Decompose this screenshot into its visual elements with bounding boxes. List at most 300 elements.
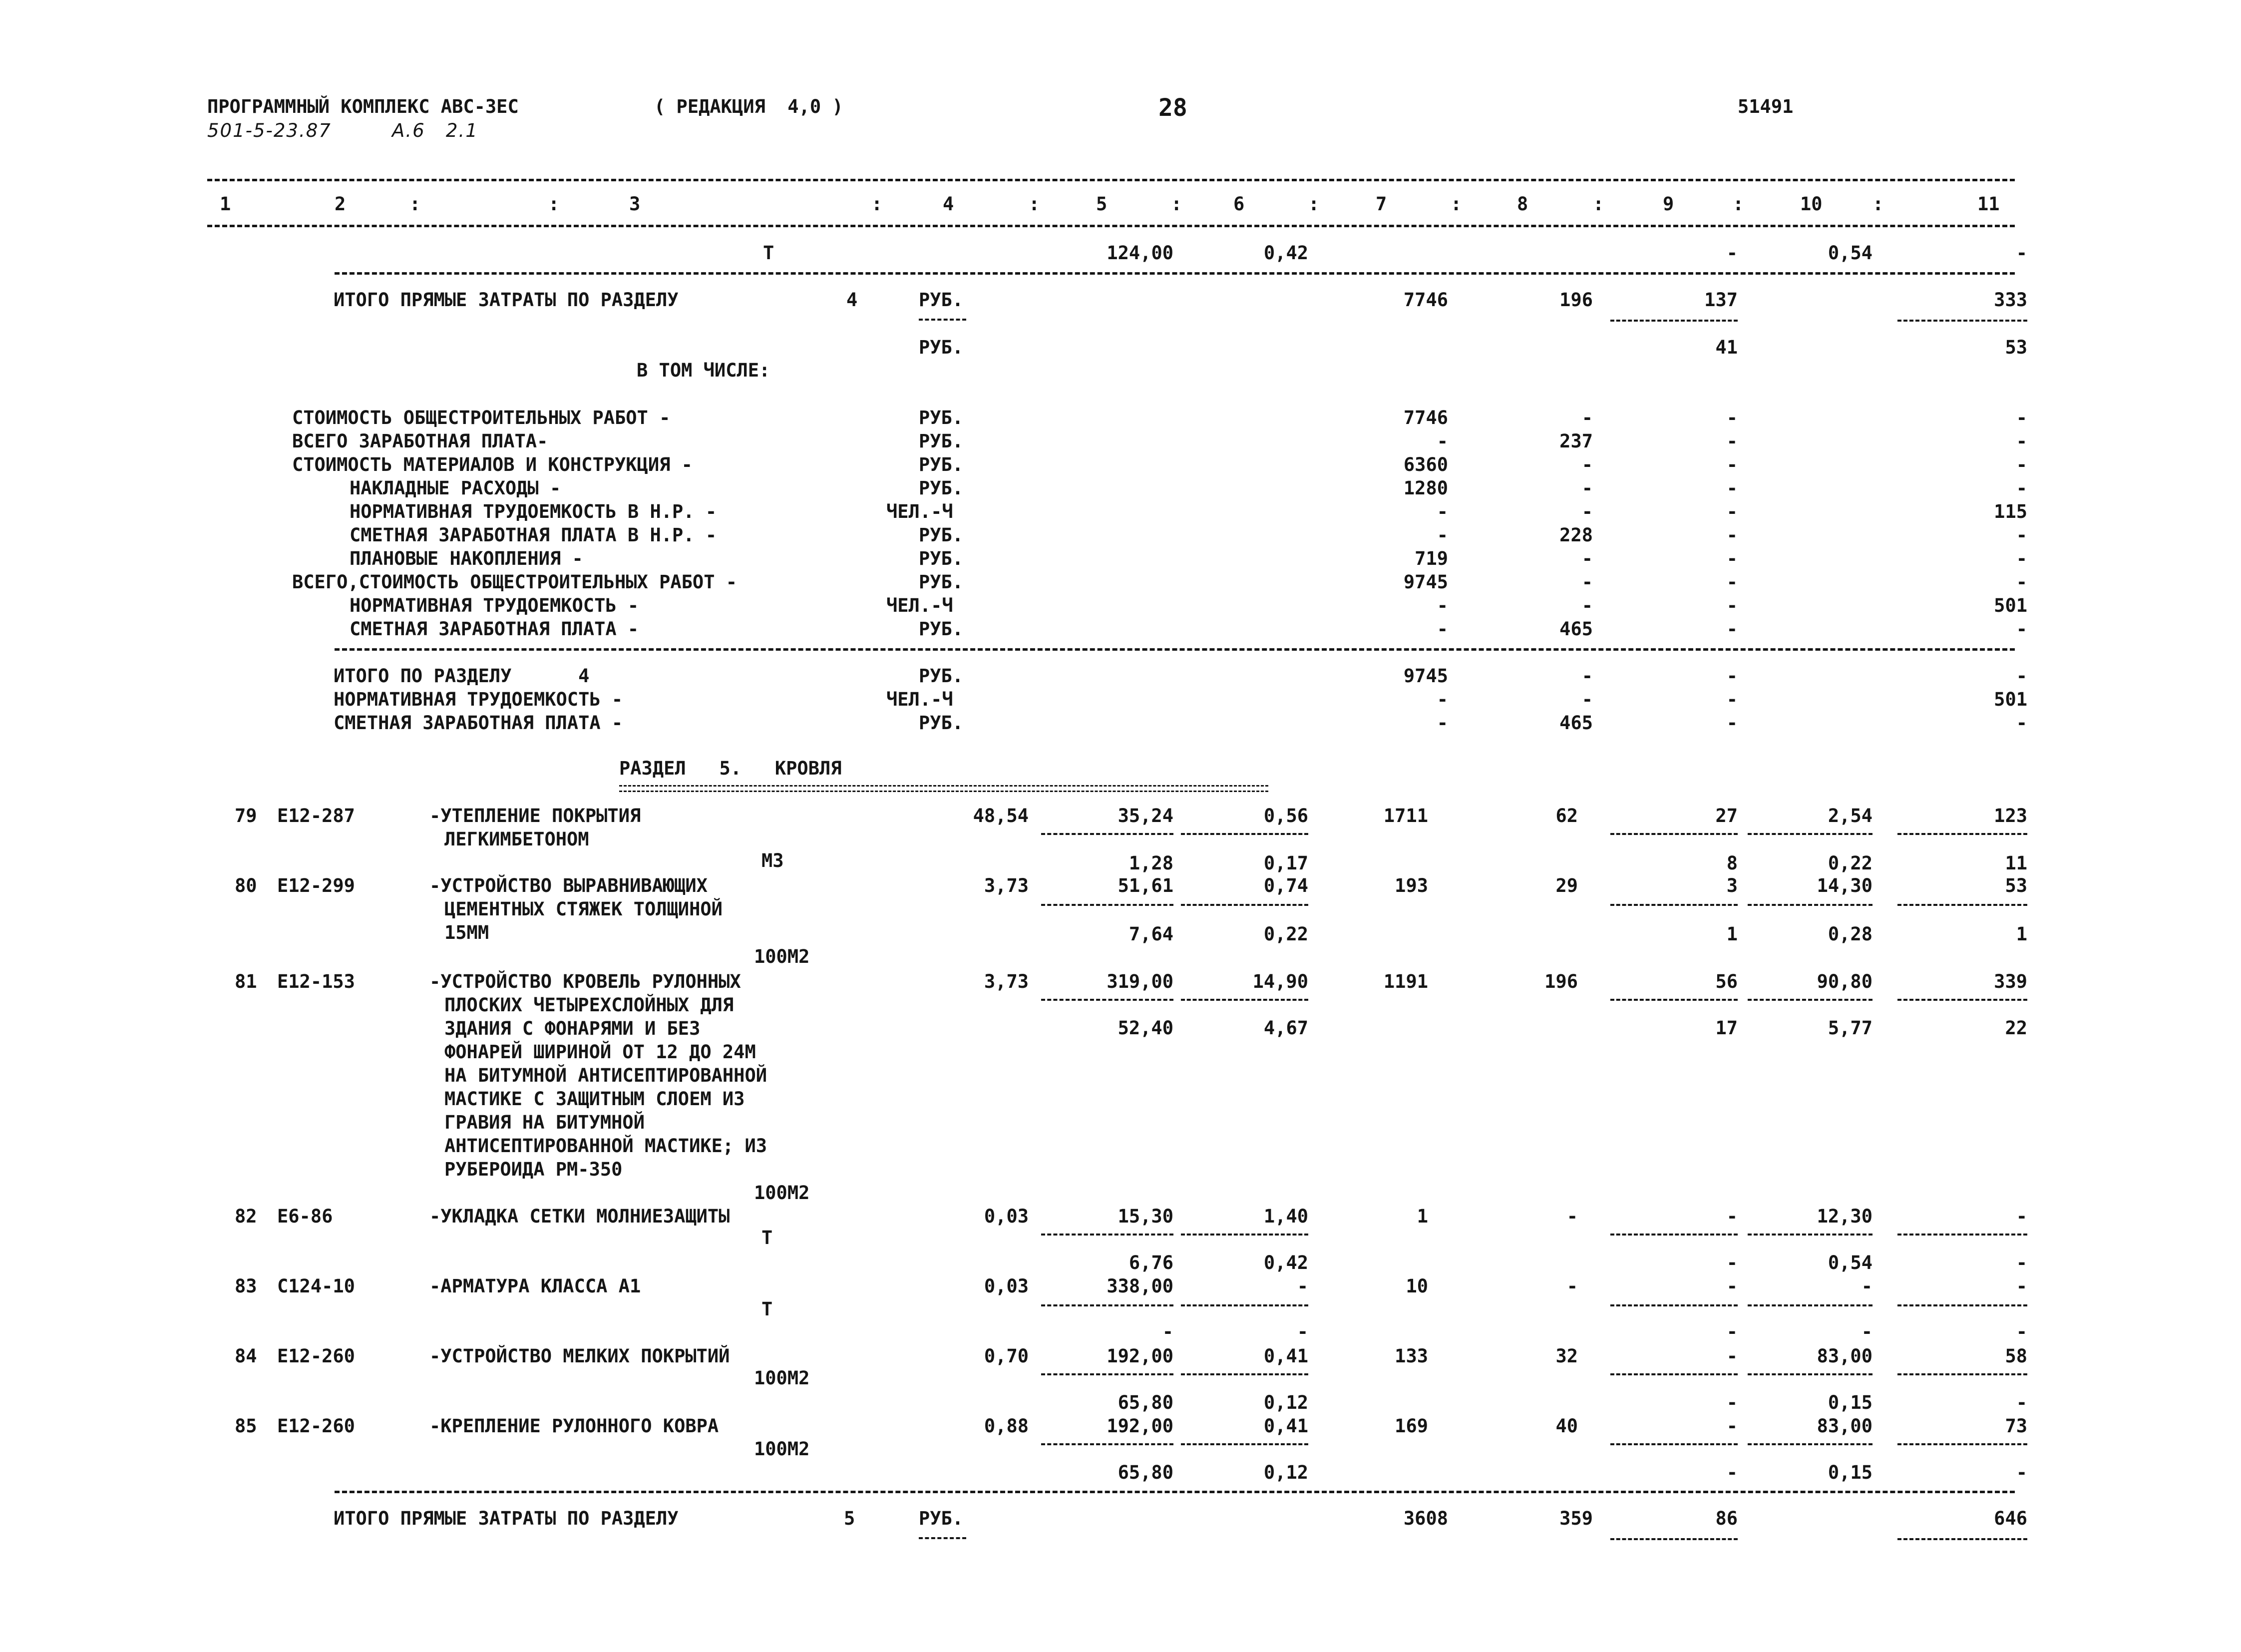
- underline: [1610, 1373, 1738, 1375]
- cell: 35,24: [1118, 805, 1173, 826]
- underline: [1748, 1304, 1872, 1306]
- item-description: МАСТИКЕ С ЗАЩИТНЫМ СЛОЕМ ИЗ: [444, 1088, 745, 1110]
- cell: 0,42: [1263, 1252, 1308, 1273]
- cell: 0,56: [1263, 805, 1308, 826]
- cell: 3,73: [984, 875, 1029, 896]
- cell: 0,41: [1263, 1345, 1308, 1367]
- cell: -: [1726, 524, 1738, 546]
- cell: -: [1437, 501, 1448, 522]
- underline: [1897, 1538, 2027, 1540]
- cell: 65,80: [1118, 1392, 1173, 1413]
- column-separator: :: [871, 193, 883, 215]
- column-separator: :: [1451, 193, 1462, 215]
- item-code: Е12-153: [277, 971, 355, 992]
- separator-rule: [335, 648, 2015, 651]
- underline: [1610, 1234, 1738, 1236]
- cell: 14,30: [1817, 875, 1872, 896]
- cell: 7746: [1403, 407, 1448, 428]
- underline: [1181, 1304, 1308, 1306]
- unit-cell: ЧЕЛ.-Ч: [886, 501, 953, 522]
- column-header: 3: [629, 193, 641, 215]
- unit-cell: РУБ.: [919, 454, 964, 475]
- cell: 52,40: [1118, 1017, 1173, 1039]
- cell: -: [2016, 1462, 2027, 1483]
- cell: 0,12: [1263, 1462, 1308, 1483]
- cell: -: [1861, 1321, 1872, 1342]
- column-header: 9: [1663, 193, 1674, 215]
- cell: 196: [1544, 971, 1578, 992]
- cell: -: [1726, 1415, 1738, 1437]
- cell: -: [2016, 477, 2027, 499]
- cell: -: [1297, 1321, 1308, 1342]
- column-header: 1: [220, 193, 231, 215]
- column-separator: :: [1308, 193, 1320, 215]
- cell: -: [2016, 1206, 2027, 1227]
- cell: -: [2016, 524, 2027, 546]
- cell: 0,22: [1828, 852, 1872, 874]
- underline: [1897, 1304, 2027, 1306]
- column-header: 2: [335, 193, 346, 215]
- cell: 83,00: [1817, 1345, 1872, 1367]
- cell: 0,41: [1263, 1415, 1308, 1437]
- cell: 196: [1559, 289, 1593, 311]
- breakdown-label: СТОИМОСТЬ ОБЩЕСТРОИТЕЛЬНЫХ РАБОТ -: [292, 407, 671, 428]
- cell: 5,77: [1828, 1017, 1872, 1039]
- item-description: ФОНАРЕЙ ШИРИНОЙ ОТ 12 ДО 24М: [444, 1041, 756, 1063]
- cell: 228: [1559, 524, 1593, 546]
- cell: 11: [2005, 852, 2027, 874]
- breakdown-label: ПЛАНОВЫЕ НАКОПЛЕНИЯ -: [350, 548, 583, 569]
- underline: [1181, 1443, 1308, 1445]
- item-description: 15ММ: [444, 922, 489, 943]
- underline: [919, 319, 966, 321]
- cell: -: [1726, 407, 1738, 428]
- unit-cell: РУБ.: [919, 524, 964, 546]
- cell: -: [1297, 1275, 1308, 1297]
- underline: [1748, 833, 1872, 835]
- cell: -: [1726, 242, 1738, 264]
- item-description: -УСТРОЙСТВО КРОВЕЛЬ РУЛОННЫХ: [429, 971, 741, 992]
- total-label: ИТОГО ПО РАЗДЕЛУ 4: [334, 665, 590, 687]
- column-header: 6: [1233, 193, 1245, 215]
- underline: [1610, 833, 1738, 835]
- unit-cell: РУБ.: [919, 430, 964, 452]
- cell: 237: [1559, 430, 1593, 452]
- breakdown-label: НОРМАТИВНАЯ ТРУДОЕМКОСТЬ -: [350, 595, 639, 616]
- item-code: Е12-287: [277, 805, 355, 826]
- cell: 7746: [1403, 289, 1448, 311]
- cell: 17: [1715, 1017, 1738, 1039]
- cell: -: [1726, 1392, 1738, 1413]
- cell: 0,42: [1263, 242, 1308, 264]
- underline: [1041, 1234, 1173, 1236]
- cell: -: [1437, 430, 1448, 452]
- cell: 0,22: [1263, 923, 1308, 945]
- cell: -: [1581, 407, 1593, 428]
- cell: -: [2016, 430, 2027, 452]
- cell: 1191: [1383, 971, 1428, 992]
- separator-rule: [335, 1491, 2015, 1493]
- item-number: 80: [235, 875, 257, 896]
- cell: 333: [1994, 289, 2027, 311]
- document-number: 51491: [1738, 96, 1794, 117]
- cell: -: [2016, 454, 2027, 475]
- section-number: 5: [844, 1508, 855, 1529]
- item-description: ПЛОСКИХ ЧЕТЫРЕХСЛОЙНЫХ ДЛЯ: [444, 994, 734, 1016]
- underline: [1610, 1304, 1738, 1306]
- cell: -: [2016, 548, 2027, 569]
- column-separator: :: [1171, 193, 1182, 215]
- column-separator: :: [1872, 193, 1884, 215]
- cell: -: [1581, 571, 1593, 593]
- item-description: ЗДАНИЯ С ФОНАРЯМИ И БЕЗ: [444, 1018, 701, 1039]
- unit-cell: РУБ.: [919, 548, 964, 569]
- breakdown-label: СМЕТНАЯ ЗАРАБОТНАЯ ПЛАТА -: [350, 618, 639, 640]
- cell: 90,80: [1817, 971, 1872, 992]
- cell: 14,90: [1252, 971, 1308, 992]
- cell: -: [1726, 1252, 1738, 1273]
- cell: 192,00: [1107, 1415, 1173, 1437]
- cell: 65,80: [1118, 1462, 1173, 1483]
- handwritten-code: 501-5-23.87: [207, 120, 332, 141]
- cell: 40: [1555, 1415, 1578, 1437]
- cell: 0,54: [1828, 1252, 1872, 1273]
- cell: 22: [2005, 1017, 2027, 1039]
- cell: 0,88: [984, 1415, 1029, 1437]
- underline: [1610, 320, 1738, 322]
- underline: [1897, 999, 2027, 1001]
- cell: 6360: [1403, 454, 1448, 475]
- cell: -: [1581, 477, 1593, 499]
- cell: -: [2016, 712, 2027, 734]
- cell: 15,30: [1118, 1206, 1173, 1227]
- cell: -: [1726, 548, 1738, 569]
- cell: 12,30: [1817, 1206, 1872, 1227]
- cell: -: [2016, 1321, 2027, 1342]
- cell: -: [1726, 665, 1738, 687]
- underline: [1610, 999, 1738, 1001]
- underline: [1748, 999, 1872, 1001]
- underline: [1897, 320, 2027, 322]
- item-description: ГРАВИЯ НА БИТУМНОЙ: [444, 1112, 645, 1133]
- underline: [1610, 1443, 1738, 1445]
- underline: [1181, 999, 1308, 1001]
- unit-cell: РУБ.: [919, 712, 964, 734]
- cell: 0,03: [984, 1275, 1029, 1297]
- cell: -: [1581, 595, 1593, 616]
- cell: 124,00: [1107, 242, 1173, 264]
- column-separator: :: [548, 193, 560, 215]
- cell: 86: [1715, 1508, 1738, 1529]
- cell: 53: [2005, 337, 2027, 358]
- cell: 3608: [1403, 1508, 1448, 1529]
- total-label: НОРМАТИВНАЯ ТРУДОЕМКОСТЬ -: [334, 689, 623, 710]
- unit-cell: РУБ.: [919, 289, 964, 311]
- underline: [1748, 1443, 1872, 1445]
- header-bottom-rule: [207, 225, 2015, 227]
- unit-cell: РУБ.: [919, 665, 964, 687]
- cell: 465: [1559, 618, 1593, 640]
- cell: -: [1726, 1462, 1738, 1483]
- cell: -: [1726, 1275, 1738, 1297]
- cell: 719: [1415, 548, 1448, 569]
- cell: 83,00: [1817, 1415, 1872, 1437]
- cell: 0,15: [1828, 1392, 1872, 1413]
- cell: 0,03: [984, 1206, 1029, 1227]
- unit-cell: РУБ.: [919, 337, 964, 358]
- cell: 465: [1559, 712, 1593, 734]
- underline: [1041, 999, 1173, 1001]
- cell: -: [1861, 1275, 1872, 1297]
- item-description: ЛЕГКИМБЕТОНОМ: [444, 828, 589, 850]
- cell: 0,12: [1263, 1392, 1308, 1413]
- cell: 501: [1994, 595, 2027, 616]
- column-header: 4: [943, 193, 954, 215]
- cell: 0,17: [1263, 852, 1308, 874]
- underline: [1181, 904, 1308, 906]
- unit-cell: Т: [761, 1298, 773, 1320]
- cell: 53: [2005, 875, 2027, 896]
- cell: 1711: [1383, 805, 1428, 826]
- underline: [1897, 833, 2027, 835]
- total-label: ИТОГО ПРЯМЫЕ ЗАТРАТЫ ПО РАЗДЕЛУ: [334, 289, 679, 311]
- underline: [1041, 1304, 1173, 1306]
- unit-cell: ЧЕЛ.-Ч: [886, 689, 953, 710]
- cell: 56: [1715, 971, 1738, 992]
- item-description: -АРМАТУРА КЛАССА А1: [429, 1275, 641, 1297]
- cell: -: [1566, 1275, 1578, 1297]
- cell: -: [1726, 477, 1738, 499]
- cell: 133: [1395, 1345, 1428, 1367]
- cell: -: [2016, 1392, 2027, 1413]
- cell: -: [1581, 454, 1593, 475]
- breakdown-label: ВСЕГО ЗАРАБОТНАЯ ПЛАТА-: [292, 430, 548, 452]
- unit-cell: Т: [761, 1227, 773, 1248]
- item-description: -УСТРОЙСТВО МЕЛКИХ ПОКРЫТИЙ: [429, 1345, 730, 1367]
- cell: -: [1437, 524, 1448, 546]
- unit-cell: 100М2: [754, 1438, 810, 1460]
- cell: -: [2016, 1275, 2027, 1297]
- column-header: 8: [1517, 193, 1528, 215]
- cell: -: [1726, 571, 1738, 593]
- cell: -: [1437, 618, 1448, 640]
- unit-cell: РУБ.: [919, 477, 964, 499]
- cell: -: [2016, 242, 2027, 264]
- cell: 27: [1715, 805, 1738, 826]
- cell: -: [1566, 1206, 1578, 1227]
- cell: 32: [1555, 1345, 1578, 1367]
- item-description: АНТИСЕПТИРОВАННОЙ МАСТИКЕ; ИЗ: [444, 1135, 767, 1157]
- item-description: НА БИТУМНОЙ АНТИСЕПТИРОВАННОЙ: [444, 1065, 767, 1086]
- cell: 8: [1726, 852, 1738, 874]
- cell: -: [1726, 595, 1738, 616]
- column-separator: :: [1029, 193, 1040, 215]
- item-description: -УКЛАДКА СЕТКИ МОЛНИЕЗАЩИТЫ: [429, 1206, 730, 1227]
- item-description: -УТЕПЛЕНИЕ ПОКРЫТИЯ: [429, 805, 641, 826]
- cell: 29: [1555, 875, 1578, 896]
- cell: 3,73: [984, 971, 1029, 992]
- item-code: Е12-299: [277, 875, 355, 896]
- column-separator: :: [1733, 193, 1744, 215]
- cell: 3: [1726, 875, 1738, 896]
- column-header: 7: [1376, 193, 1387, 215]
- cell: 319,00: [1107, 971, 1173, 992]
- header-top-rule: [207, 179, 2015, 181]
- cell: 7,64: [1128, 923, 1173, 945]
- underline: [1748, 1373, 1872, 1375]
- handwritten-ref: А.6 2.1: [392, 120, 478, 141]
- unit-cell: ЧЕЛ.-Ч: [886, 595, 953, 616]
- column-separator: :: [1593, 193, 1604, 215]
- unit-cell: 100М2: [754, 946, 810, 967]
- column-header: 10: [1800, 193, 1823, 215]
- cell: 51,61: [1118, 875, 1173, 896]
- cell: -: [1726, 689, 1738, 710]
- cell: -: [1726, 1345, 1738, 1367]
- cell: 1: [1417, 1206, 1428, 1227]
- item-description: ЦЕМЕНТНЫХ СТЯЖЕК ТОЛЩИНОЙ: [444, 898, 723, 920]
- cell: 646: [1994, 1508, 2027, 1529]
- cell: -: [1726, 501, 1738, 522]
- cell: -: [1581, 501, 1593, 522]
- item-number: 81: [235, 971, 257, 992]
- cell: 48,54: [973, 805, 1029, 826]
- item-number: 84: [235, 1345, 257, 1367]
- underline: [1610, 1538, 1738, 1540]
- cell: 0,54: [1828, 242, 1872, 264]
- item-number: 79: [235, 805, 257, 826]
- cell: -: [1437, 595, 1448, 616]
- section5-title-underline: [619, 785, 1268, 792]
- cell: 338,00: [1107, 1275, 1173, 1297]
- cell: 0,70: [984, 1345, 1029, 1367]
- cell: -: [1726, 618, 1738, 640]
- unit-cell: РУБ.: [919, 407, 964, 428]
- cell: -: [2016, 571, 2027, 593]
- cell: 339: [1994, 971, 2027, 992]
- breakdown-label: НОРМАТИВНАЯ ТРУДОЕМКОСТЬ В Н.Р. -: [350, 501, 717, 522]
- unit-cell: 100М2: [754, 1367, 810, 1389]
- breakdown-label: СТОИМОСТЬ МАТЕРИАЛОВ И КОНСТРУКЦИЯ -: [292, 454, 693, 475]
- item-code: Е12-260: [277, 1345, 355, 1367]
- cell: 0,28: [1828, 923, 1872, 945]
- cell: -: [1581, 548, 1593, 569]
- edition-label: ( РЕДАКЦИЯ 4,0 ): [654, 96, 843, 117]
- unit-cell: 100М2: [754, 1182, 810, 1204]
- item-number: 83: [235, 1275, 257, 1297]
- cell: -: [1437, 712, 1448, 734]
- cell: -: [2016, 618, 2027, 640]
- program-title: ПРОГРАММНЫЙ КОМПЛЕКС АВС-ЗЕС: [207, 96, 519, 117]
- cell: -: [2016, 407, 2027, 428]
- unit-cell: РУБ.: [919, 571, 964, 593]
- breakdown-label: СМЕТНАЯ ЗАРАБОТНАЯ ПЛАТА В Н.Р. -: [350, 524, 717, 546]
- cell: -: [1726, 1321, 1738, 1342]
- underline: [1181, 833, 1308, 835]
- cell: 2,54: [1828, 805, 1872, 826]
- cell: -: [2016, 1252, 2027, 1273]
- underline: [1181, 1234, 1308, 1236]
- cell: 9745: [1403, 665, 1448, 687]
- underline: [1748, 904, 1872, 906]
- total-label: СМЕТНАЯ ЗАРАБОТНАЯ ПЛАТА -: [334, 712, 623, 734]
- including-heading: В ТОМ ЧИСЛЕ:: [637, 360, 770, 381]
- cell: 169: [1395, 1415, 1428, 1437]
- cell: 123: [1994, 805, 2027, 826]
- column-separator: :: [409, 193, 421, 215]
- cell: 0,15: [1828, 1462, 1872, 1483]
- cell: -: [1162, 1321, 1173, 1342]
- cell: 10: [1406, 1275, 1428, 1297]
- cell: 359: [1559, 1508, 1593, 1529]
- cell: 6,76: [1128, 1252, 1173, 1273]
- separator-rule: [335, 272, 2015, 275]
- underline: [1610, 904, 1738, 906]
- underline: [1897, 1443, 2027, 1445]
- cell: -: [1726, 430, 1738, 452]
- cell: -: [1726, 454, 1738, 475]
- cell: -: [1581, 689, 1593, 710]
- breakdown-label: ВСЕГО,СТОИМОСТЬ ОБЩЕСТРОИТЕЛЬНЫХ РАБОТ -: [292, 571, 738, 593]
- underline: [1041, 1373, 1173, 1375]
- cell: 137: [1704, 289, 1738, 311]
- item-code: Е12-260: [277, 1415, 355, 1437]
- item-number: 85: [235, 1415, 257, 1437]
- cell: 62: [1555, 805, 1578, 826]
- cell: 1,40: [1263, 1206, 1308, 1227]
- underline: [1897, 1234, 2027, 1236]
- underline: [1897, 904, 2027, 906]
- cell: 1: [2016, 923, 2027, 945]
- cell: 1280: [1403, 477, 1448, 499]
- column-header: 5: [1096, 193, 1108, 215]
- underline: [1041, 1443, 1173, 1445]
- cell: -: [1581, 665, 1593, 687]
- cell: 0,74: [1263, 875, 1308, 896]
- cell: 4,67: [1263, 1017, 1308, 1039]
- item-description: РУБЕРОИДА РМ-350: [444, 1159, 623, 1180]
- cell: 115: [1994, 501, 2027, 522]
- section5-title: РАЗДЕЛ 5. КРОВЛЯ: [619, 758, 842, 779]
- item-code: С124-10: [277, 1275, 355, 1297]
- underline: [919, 1537, 966, 1539]
- unit-cell: РУБ.: [919, 1508, 964, 1529]
- section-number: 4: [846, 289, 858, 311]
- cell: 1: [1726, 923, 1738, 945]
- cell: 9745: [1403, 571, 1448, 593]
- underline: [1181, 1373, 1308, 1375]
- unit-cell: М3: [761, 850, 784, 871]
- page-number: 28: [1158, 94, 1187, 122]
- unit-cell: Т: [763, 242, 774, 264]
- cell: -: [1726, 1206, 1738, 1227]
- cell: 73: [2005, 1415, 2027, 1437]
- cell: 41: [1715, 337, 1738, 358]
- underline: [1041, 904, 1173, 906]
- item-description: -КРЕПЛЕНИЕ РУЛОННОГО КОВРА: [429, 1415, 719, 1437]
- cell: 501: [1994, 689, 2027, 710]
- column-header: 11: [1977, 193, 2000, 215]
- item-code: Е6-86: [277, 1206, 333, 1227]
- cell: 192,00: [1107, 1345, 1173, 1367]
- unit-cell: РУБ.: [919, 618, 964, 640]
- total-label: ИТОГО ПРЯМЫЕ ЗАТРАТЫ ПО РАЗДЕЛУ: [334, 1508, 679, 1529]
- cell: 193: [1395, 875, 1428, 896]
- underline: [1041, 833, 1173, 835]
- cell: -: [1726, 712, 1738, 734]
- item-number: 82: [235, 1206, 257, 1227]
- cell: -: [1437, 689, 1448, 710]
